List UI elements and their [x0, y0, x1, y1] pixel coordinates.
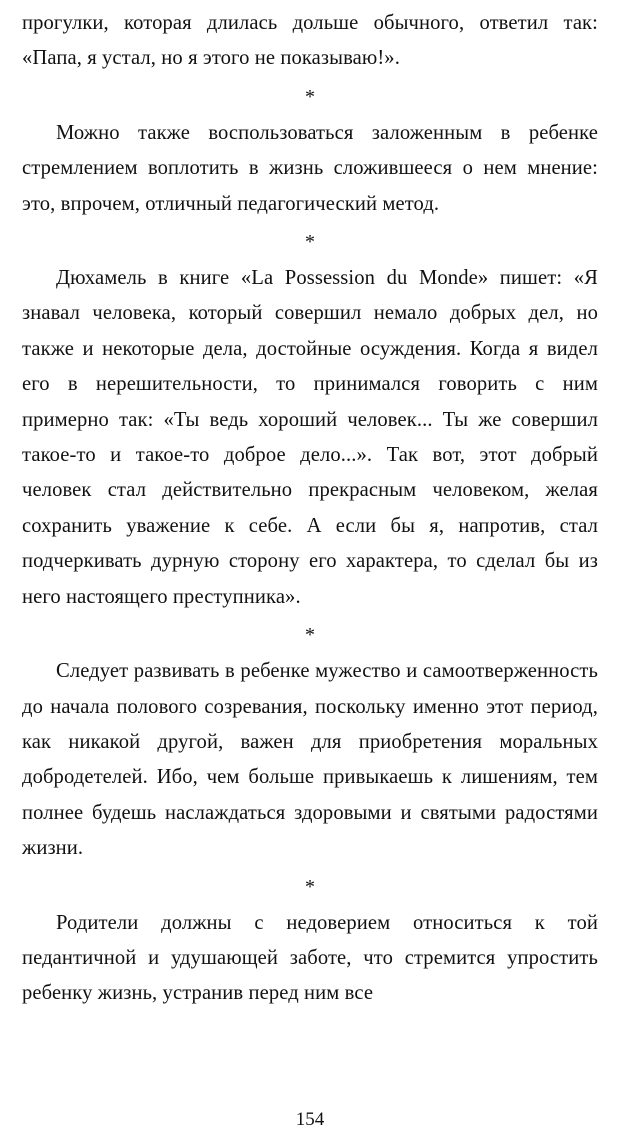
paragraph: Дюхамель в книге «La Possession du Monde» пишет: «Я знавал человека, который совершил немало добрых дел, но также и некоторые дела, достойные осуждения. Когда я видел его в нерешительности, то принимался говорить с ним примерно так: «Ты ведь хороший человек... Ты же совершил такое-то и такое-то доброе дело...». Так вот, этот добрый человек стал действительно прекрасным человеком, желая сохранить уважение к себе. А если бы я, напротив, стал подчеркивать дурную сторону его характера, то сделал бы из него настоящего преступника».	[22, 267, 598, 608]
paragraph-separator: *	[305, 624, 315, 647]
paragraph: Следует развивать в ребенке мужество и самоотверженность до начала полового созревания, поскольку именно этот период, как никакой другой, важен для приобретения моральных добродетелей. Ибо, чем больше привыкаешь к лишениям, тем полнее будешь наслаждаться здоровыми и святыми радостями жизни.	[22, 660, 598, 860]
page-body	[22, 6, 598, 1012]
paragraph-separator: *	[305, 875, 315, 898]
paragraph-separator: *	[305, 85, 315, 108]
paragraph-separator: *	[305, 231, 315, 254]
paragraph: прогулки, которая длилась дольше обычного, ответил так: «Папа, я устал, но я этого не показываю!».	[22, 12, 598, 70]
page-number: 154	[295, 1109, 325, 1130]
paragraph: Родители должны с недоверием относиться к той педантичной и удушающей заботе, что стремится упростить ребенку жизнь, устранив перед ним все	[22, 911, 598, 1005]
paragraph: Можно также воспользоваться заложенным в ребенке стремлением воплотить в жизнь сложившееся о нем мнение: это, впрочем, отличный педагогический метод.	[22, 121, 598, 215]
